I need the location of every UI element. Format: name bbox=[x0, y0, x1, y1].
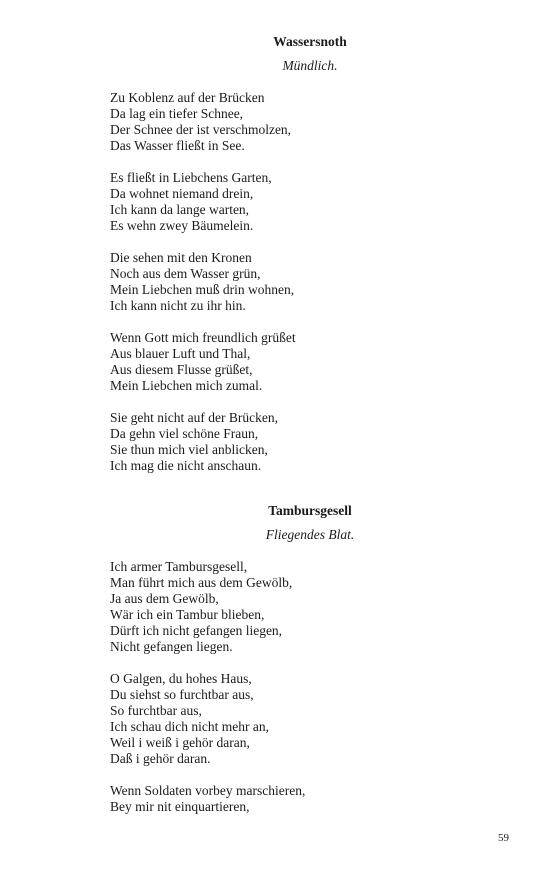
stanza bbox=[110, 170, 530, 234]
verse-line: Ich schau dich nicht mehr an, bbox=[110, 719, 269, 734]
poem-body bbox=[110, 559, 530, 831]
verse-line: So furchtbar aus, bbox=[110, 703, 202, 718]
poem-title: Tambursgesell bbox=[268, 503, 352, 518]
verse-line: Bey mir nit einquartieren, bbox=[110, 799, 250, 814]
stanza bbox=[110, 783, 530, 815]
verse-line: Wenn Gott mich freundlich grüßet bbox=[110, 330, 296, 345]
verse-line: Wär ich ein Tambur blieben, bbox=[110, 607, 265, 622]
verse-line: Weil i weiß i gehör daran, bbox=[110, 735, 250, 750]
verse-line: Man führt mich aus dem Gewölb, bbox=[110, 575, 293, 590]
stanza bbox=[110, 410, 530, 474]
verse-line: Aus diesem Flusse grüßet, bbox=[110, 362, 253, 377]
verse-line: Ich armer Tambursgesell, bbox=[110, 559, 248, 574]
poem-source: Mündlich. bbox=[282, 58, 338, 73]
verse-line: Sie geht nicht auf der Brücken, bbox=[110, 410, 278, 425]
stanza bbox=[110, 90, 530, 154]
verse-line: Die sehen mit den Kronen bbox=[110, 250, 252, 265]
verse-line: Du siehst so furchtbar aus, bbox=[110, 687, 254, 702]
verse-line: Aus blauer Luft und Thal, bbox=[110, 346, 251, 361]
verse-line: Sie thun mich viel anblicken, bbox=[110, 442, 268, 457]
verse-line: Ja aus dem Gewölb, bbox=[110, 591, 219, 606]
poem-body bbox=[110, 90, 530, 490]
verse-line: Da gehn viel schöne Fraun, bbox=[110, 426, 259, 441]
verse-line: Ich kann da lange warten, bbox=[110, 202, 250, 217]
poem-source: Fliegendes Blat. bbox=[265, 527, 355, 542]
verse-line: Da lag ein tiefer Schnee, bbox=[110, 106, 244, 121]
verse-line: Ich mag die nicht anschaun. bbox=[110, 458, 262, 473]
verse-line: Zu Koblenz auf der Brücken bbox=[110, 90, 265, 105]
verse-line: Da wohnet niemand drein, bbox=[110, 186, 254, 201]
verse-line: Wenn Soldaten vorbey marschieren, bbox=[110, 783, 306, 798]
stanza bbox=[110, 250, 530, 314]
verse-line: Das Wasser fließt in See. bbox=[110, 138, 245, 153]
verse-line: Mein Liebchen mich zumal. bbox=[110, 378, 263, 393]
stanza bbox=[110, 671, 530, 767]
verse-line: Der Schnee der ist verschmolzen, bbox=[110, 122, 292, 137]
verse-line: Ich kann nicht zu ihr hin. bbox=[110, 298, 246, 313]
verse-line: O Galgen, du hohes Haus, bbox=[110, 671, 252, 686]
verse-line: Daß i gehör daran. bbox=[110, 751, 211, 766]
verse-line: Dürft ich nicht gefangen liegen, bbox=[110, 623, 283, 638]
poem-title: Wassersnoth bbox=[273, 34, 347, 49]
verse-line: Es fließt in Liebchens Garten, bbox=[110, 170, 272, 185]
stanza bbox=[110, 330, 530, 394]
verse-line: Noch aus dem Wasser grün, bbox=[110, 266, 261, 281]
verse-line: Mein Liebchen muß drin wohnen, bbox=[110, 282, 295, 297]
verse-line: Nicht gefangen liegen. bbox=[110, 639, 233, 654]
verse-line: Es wehn zwey Bäumelein. bbox=[110, 218, 254, 233]
page-number: 59 bbox=[498, 832, 509, 844]
stanza bbox=[110, 559, 530, 655]
